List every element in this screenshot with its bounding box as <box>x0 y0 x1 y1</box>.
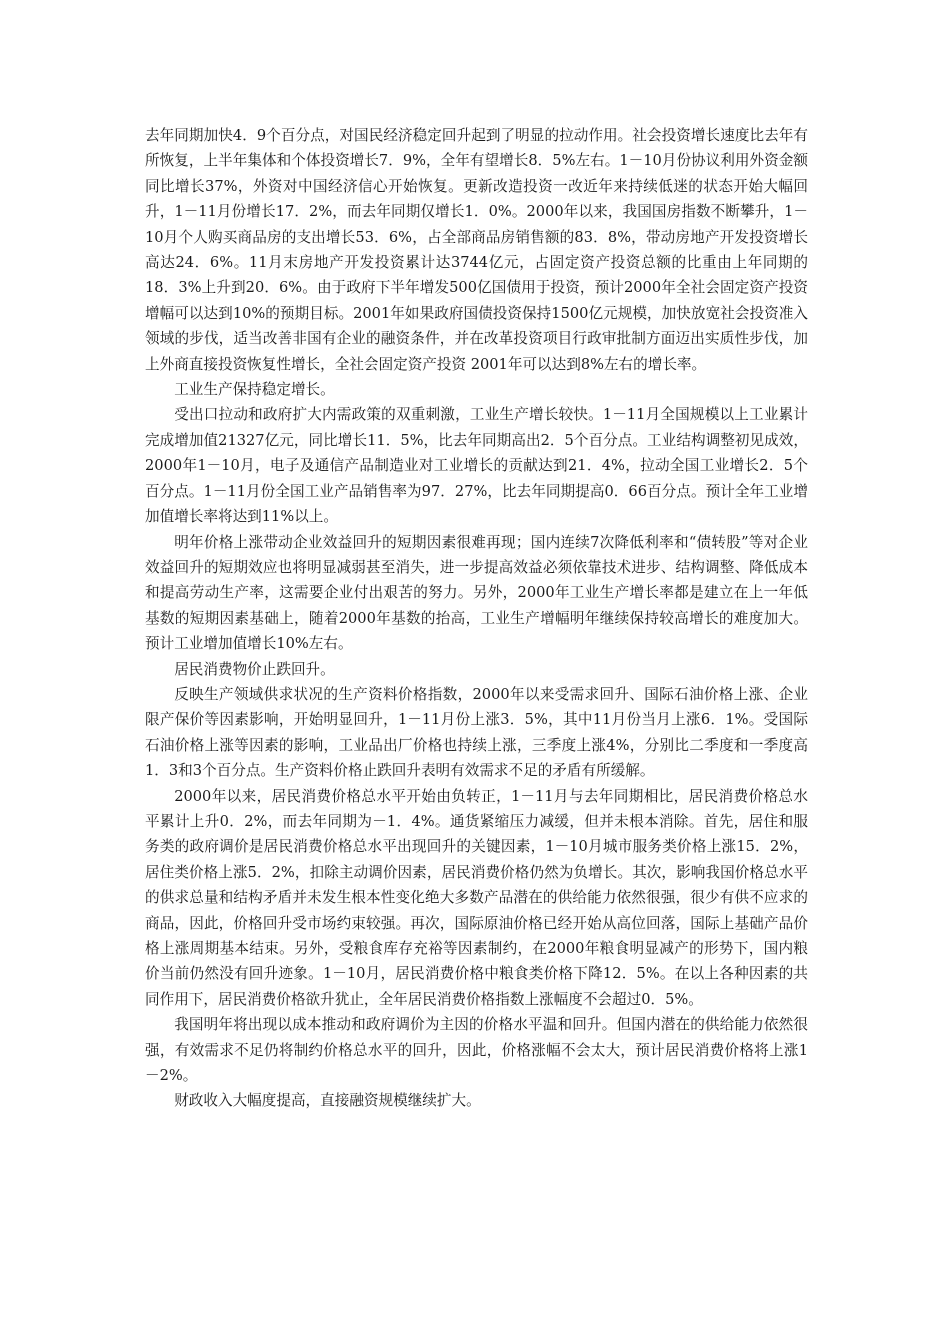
paragraph-producer-prices: 反映生产领域供求状况的生产资料价格指数，2000年以来受需求回升、国际石油价格上涨、企业限产保价等因素影响，开始明显回升，1－11月份上涨3．5%，其中11月份当月上涨6．1%。受国际石油价格上涨等因素的影响，工业品出厂价格也持续上涨，三季度上涨4%，分别比二季度和一季度高1．3和3个百分点。生产资料价格止跌回升表明有效需求不足的矛盾有所缓解。 <box>145 685 808 780</box>
paragraph-price-forecast: 我国明年将出现以成本推动和政府调价为主因的价格水平温和回升。但国内潜在的供给能力依然很强，有效需求不足仍将制约价格总水平的回升，因此，价格涨幅不会太大，预计居民消费价格将上涨1－2%。 <box>145 1016 808 1085</box>
paragraph-enterprise-efficiency: 明年价格上涨带动企业效益回升的短期因素很难再现；国内连续7次降低利率和“债转股”等对企业效益回升的短期效应也将明显减弱甚至消失，进一步提高效益必须依靠技术进步、结构调整、降低成本和提高劳动生产率，这需要企业付出艰苦的努力。另外，2000年工业生产增长率都是建立在上一年低基数的短期因素基础上，随着2000年基数的抬高，工业生产增幅明年继续保持较高增长的难度加大。预计工业增加值增长10%左右。 <box>145 533 808 653</box>
heading-industrial-production: 工业生产保持稳定增长。 <box>174 381 335 399</box>
document-body <box>145 123 808 1114</box>
paragraph-consumer-price-level: 2000年以来，居民消费价格总水平开始由负转正，1－11月与去年同期相比，居民消费价格总水平累计上升0．2%，而去年同期为－1．4%。通货紧缩压力减缓，但并未根本消除。首先，居住和服务类的政府调价是居民消费价格总水平出现回升的关键因素，1－10月城市服务类价格上涨15．2%，居住类价格上涨5．2%，扣除主动调价因素，居民消费价格仍然为负增长。其次，影响我国价格总水平的供求总量和结构矛盾并未发生根本性变化绝大多数产品潜在的供给能力依然很强，很少有供不应求的商品，因此，价格回升受市场约束较强。再次，国际原油价格已经开始从高位回落，国际上基础产品价格上涨周期基本结束。另外，受粮食库存充裕等因素制约，在2000年粮食明显减产的形势下，国内粮价当前仍然没有回升迹象。1－10月，居民消费价格中粮食类价格下降12．5%。在以上各种因素的共同作用下，居民消费价格欲升犹止，全年居民消费价格指数上涨幅度不会超过0．5%。 <box>145 787 808 1008</box>
paragraph-investment: 去年同期加快4．9个百分点，对国民经济稳定回升起到了明显的拉动作用。社会投资增长速度比去年有所恢复，上半年集体和个体投资增长7．9%，全年有望增长8．5%左右。1－10月份协议利用外资金额同比增长37%，外资对中国经济信心开始恢复。更新改造投资一改近年来持续低迷的状态开始大幅回升，1－11月份增长17．2%，而去年同期仅增长1．0%。2000年以来，我国国房指数不断攀升，1－10月个人购买商品房的支出增长53．6%，占全部商品房销售额的83．8%，带动房地产开发投资增长高达24．6%。11月末房地产开发投资累计达3744亿元，占固定资产投资总额的比重由上年同期的18．3%上升到20．6%。由于政府下半年增发500亿国债用于投资，预计2000年全社会固定资产投资增幅可以达到10%的预期目标。2001年如果政府国债投资保持1500亿元规模，加快放宽社会投资准入领域的步伐，适当改善非国有企业的融资条件，并在改革投资项目行政审批制方面迈出实质性步伐，加上外商直接投资恢复性增长，全社会固定资产投资 2001年可以达到8%左右的增长率。 <box>145 127 808 373</box>
paragraph-industrial-growth: 受出口拉动和政府扩大内需政策的双重刺激，工业生产增长较快。1－11月全国规模以上工业累计完成增加值21327亿元，同比增长11．5%，比去年同期高出2．5个百分点。工业结构调整初见成效，2000年1－10月，电子及通信产品制造业对工业增长的贡献达到21．4%，拉动全国工业增长2．5个百分点。1－11月份全国工业产品销售率为97．27%，比去年同期提高0．66百分点。预计全年工业增加值增长率将达到11%以上。 <box>145 406 808 526</box>
heading-consumer-prices: 居民消费物价止跌回升。 <box>174 660 335 678</box>
heading-fiscal-revenue: 财政收入大幅度提高，直接融资规模继续扩大。 <box>174 1092 481 1110</box>
